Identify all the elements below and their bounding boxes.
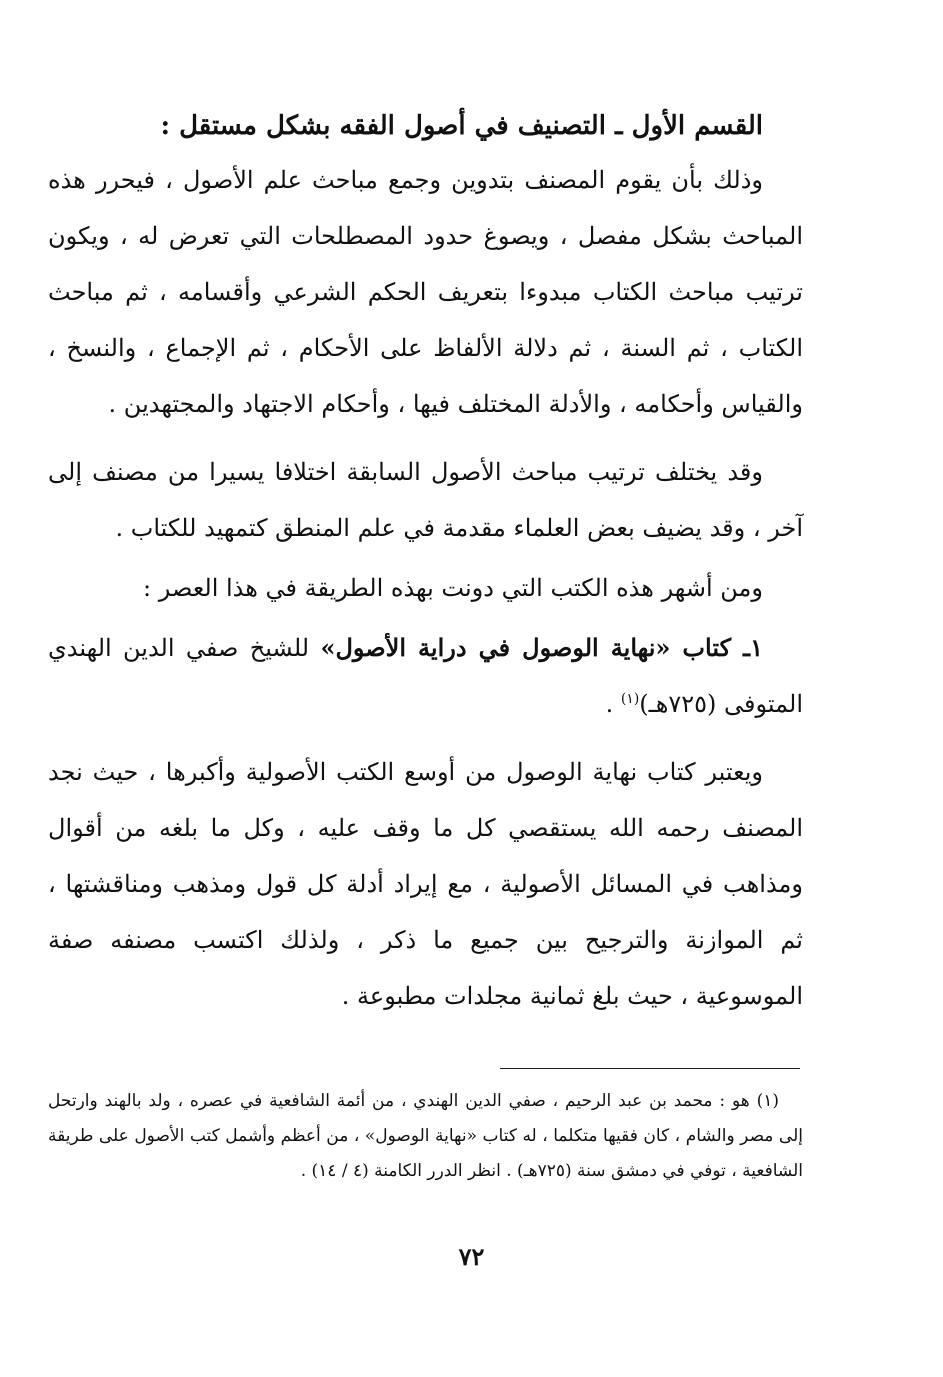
footnote-text: (١) هو : محمد بن عبد الرحيم ، صفي الدين الهندي ، من أئمة الشافعية في عصره ، ولد بالهند وارتحل إلى مصر والشام ، كان فقيها متكلما ، له كتاب «نهاية الوصول» ، من أعظم وأشمل كتب الأصول على طريقة الشافعية ، توفي في دمشق سنة (٧٢٥هـ) . انظر الدرر الكامنة (٤ / ١٤) .	[48, 1091, 803, 1181]
book-author: للشيخ صفي الدين الهندي المتوفى (٧٢٥هـ)	[48, 634, 803, 718]
section-heading: القسم الأول ـ التصنيف في أصول الفقه بشكل مستقل :	[160, 111, 763, 141]
paragraph-4	[48, 620, 803, 732]
footnote-reference[interactable]: (١)	[620, 691, 640, 707]
paragraph-3: ومن أشهر هذه الكتب التي دونت بهذه الطريقة في هذا العصر :	[143, 574, 763, 602]
book-title: ١ـ كتاب «نهاية الوصول في دراية الأصول»	[320, 633, 763, 662]
footnote	[48, 1084, 803, 1189]
page-number: ٧٢	[458, 1242, 485, 1271]
paragraph-1: وذلك بأن يقوم المصنف بتدوين وجمع مباحث علم الأصول ، فيحرر هذه المباحث بشكل مفصل ، ويصوغ حدود المصطلحات التي تعرض له ، ويكون ترتيب مباحث الكتاب مبدوءا بتعريف الحكم الشرعي وأقسامه ، ثم مباحث الكتاب ، ثم السنة ، ثم دلالة الألفاظ على الأحكام ، ثم الإجماع ، والنسخ ، والقياس وأحكامه ، والأدلة المختلف فيها ، وأحكام الاجتهاد والمجتهدين .	[48, 166, 803, 418]
paragraph-5: ويعتبر كتاب نهاية الوصول من أوسع الكتب الأصولية وأكبرها ، حيث نجد المصنف رحمه الله يستقصي كل ما وقف عليه ، وكل ما بلغه من أقوال ومذاهب في المسائل الأصولية ، مع إيراد أدلة كل قول ومذهب ومناقشتها ، ثم الموازنة والترجيح بين جميع ما ذكر ، ولذلك اكتسب مصنفه صفة الموسوعية ، حيث بلغ ثمانية مجلدات مطبوعة .	[48, 758, 803, 1010]
main-text	[48, 104, 803, 1024]
paragraph-2: وقد يختلف ترتيب مباحث الأصول السابقة اختلافا يسيرا من مصنف إلى آخر ، وقد يضيف بعض العلماء مقدمة في علم المنطق كتمهيد للكتاب .	[48, 458, 803, 542]
footnote-separator	[500, 1068, 800, 1069]
paragraph-4-end: .	[605, 690, 621, 718]
